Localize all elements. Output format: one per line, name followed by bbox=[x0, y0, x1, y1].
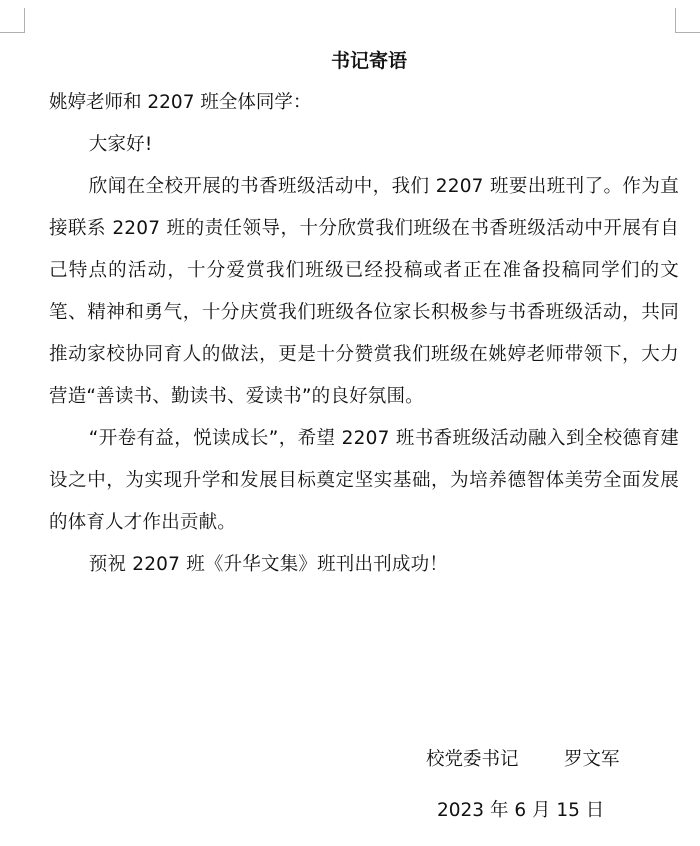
paragraph-body-1: 欣闻在全校开展的书香班级活动中，我们 2207 班要出班刊了。作为直接联系 2207 班的责任领导，十分欣赏我们班级在书香班级活动中开展有自己特点的活动，十分爱赏我们班级已经投稿或者正在准备投稿同学们的文笔、精神和勇气，十分庆赏我们班级各位家长积极参与书香班级活动，共同推动家校协同育人的做法，更是十分赞赏我们班级在姚婷老师带领下，大力营造“善读书、勤读书、爱读书”的良好氛围。 bbox=[49, 176, 679, 407]
signature-title: 校党委书记 bbox=[426, 749, 519, 770]
paragraph-body-2: “开卷有益，悦读成长”，希望 2207 班书香班级活动融入到全校德育建设之中，为实现升学和发展目标奠定坚实基础，为培养德智体美劳全面发展的体育人才作出贡献。 bbox=[49, 428, 679, 533]
signature-date: 2023 年 6 月 15 日 bbox=[437, 800, 605, 821]
document-title: 书记寄语 bbox=[330, 50, 407, 72]
salutation: 姚婷老师和 2207 班全体同学： bbox=[49, 92, 312, 113]
page-corner-mark-left bbox=[0, 8, 25, 33]
paragraph-closing: 预祝 2207 班《升华文集》班刊出刊成功！ bbox=[88, 554, 449, 575]
paragraph-greeting: 大家好! bbox=[88, 134, 153, 155]
document-body bbox=[49, 40, 679, 586]
page-corner-mark-right bbox=[675, 8, 700, 33]
signature-name: 罗文军 bbox=[564, 749, 620, 770]
